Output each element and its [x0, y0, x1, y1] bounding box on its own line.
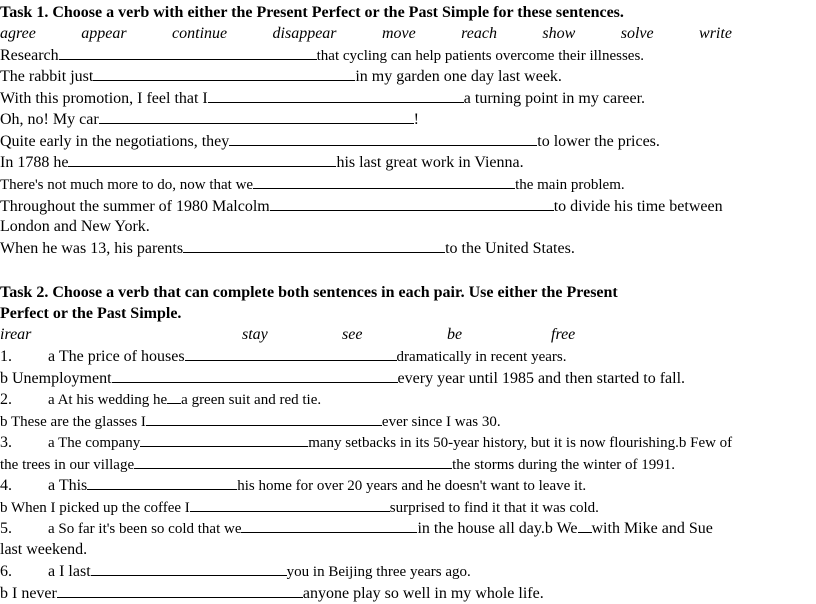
answer-blank[interactable] [93, 66, 355, 81]
answer-blank[interactable] [140, 432, 308, 447]
task2-item: b These are the glasses I ever since I was 30. [0, 411, 501, 432]
task1-sentence: Throughout the summer of 1980 Malcolm to divide his time between [0, 198, 723, 215]
task2-item: b When I picked up the coffee I surprised to find it that it was cold. [0, 497, 599, 518]
verb: move [381, 25, 416, 42]
verb: agree [0, 25, 36, 42]
task1-sentence: Research that cycling can help patients overcome their illnesses. [0, 47, 645, 64]
verb: irear [0, 326, 32, 343]
task2-item: 5. a So far it's been so cold that we in the house all day.b We with Mike and Sue [0, 520, 713, 537]
task1-sentence: The rabbit just in my garden one day last week. [0, 68, 562, 85]
answer-blank[interactable] [59, 45, 317, 60]
task2-item: b I never anyone play so well in my whole life. [0, 585, 544, 602]
verb: stay [242, 326, 268, 343]
task2-item: 4. a This his home for over 20 years and he doesn't want to leave it. [0, 477, 587, 494]
task1-verb-list [0, 24, 732, 44]
task2-item: 1. a The price of houses dramatically in recent years. [0, 348, 567, 365]
answer-blank[interactable] [57, 583, 303, 598]
task1-sentence: Quite early in the negotiations, they to lower the prices. [0, 133, 660, 150]
answer-blank[interactable] [578, 518, 592, 533]
verb: be [447, 326, 463, 343]
verb: see [342, 326, 363, 343]
answer-blank[interactable] [91, 561, 287, 576]
answer-blank[interactable] [99, 109, 414, 124]
task1-sentence: In 1788 he his last great work in Vienna. [0, 154, 524, 171]
task1-sentence: When he was 13, his parents to the United States. [0, 240, 575, 257]
verb: write [699, 25, 732, 42]
task1-sentence-continuation: London and New York. [0, 218, 150, 235]
task2-heading: Task 2. Choose a verb that can complete both sentences in each pair. Use either the Present [0, 284, 618, 301]
verb: appear [81, 25, 127, 42]
answer-blank[interactable] [253, 174, 515, 189]
verb: reach [461, 25, 497, 42]
verb: show [542, 25, 576, 42]
verb: solve [620, 25, 654, 42]
task1-sentence: There's not much more to do, now that we the main problem. [0, 174, 625, 195]
task2-item: 6. a I last you in Beijing three years ago. [0, 563, 471, 580]
task1-heading: Task 1. Choose a verb with either the Present Perfect or the Past Simple for these sentences. [0, 4, 624, 21]
answer-blank[interactable] [241, 518, 417, 533]
answer-blank[interactable] [185, 346, 397, 361]
verb: free [551, 326, 576, 343]
verb: disappear [272, 25, 337, 42]
task2-item: 2. a At his wedding he a green suit and red tie. [0, 391, 322, 408]
answer-blank[interactable] [167, 389, 181, 404]
task2-heading-cont: Perfect or the Past Simple. [0, 305, 182, 322]
answer-blank[interactable] [229, 131, 537, 146]
task2-item: b Unemployment every year until 1985 and then started to fall. [0, 370, 686, 387]
answer-blank[interactable] [68, 152, 336, 167]
task2-item: last weekend. [0, 541, 88, 558]
answer-blank[interactable] [183, 238, 445, 253]
task2-item: 3. a The company many setbacks in its 50-year history, but it is now flourishing.b Few of [0, 434, 733, 451]
answer-blank[interactable] [190, 497, 390, 512]
answer-blank[interactable] [112, 368, 398, 383]
task1-sentence: With this promotion, I feel that I a turning point in my career. [0, 90, 646, 107]
task1-sentence: Oh, no! My car ! [0, 111, 419, 128]
task2-item: the trees in our village the storms during the winter of 1991. [0, 454, 675, 475]
answer-blank[interactable] [146, 411, 382, 426]
verb: continue [172, 25, 228, 42]
answer-blank[interactable] [270, 196, 554, 211]
answer-blank[interactable] [87, 475, 237, 490]
answer-blank[interactable] [208, 88, 464, 103]
answer-blank[interactable] [134, 454, 452, 469]
